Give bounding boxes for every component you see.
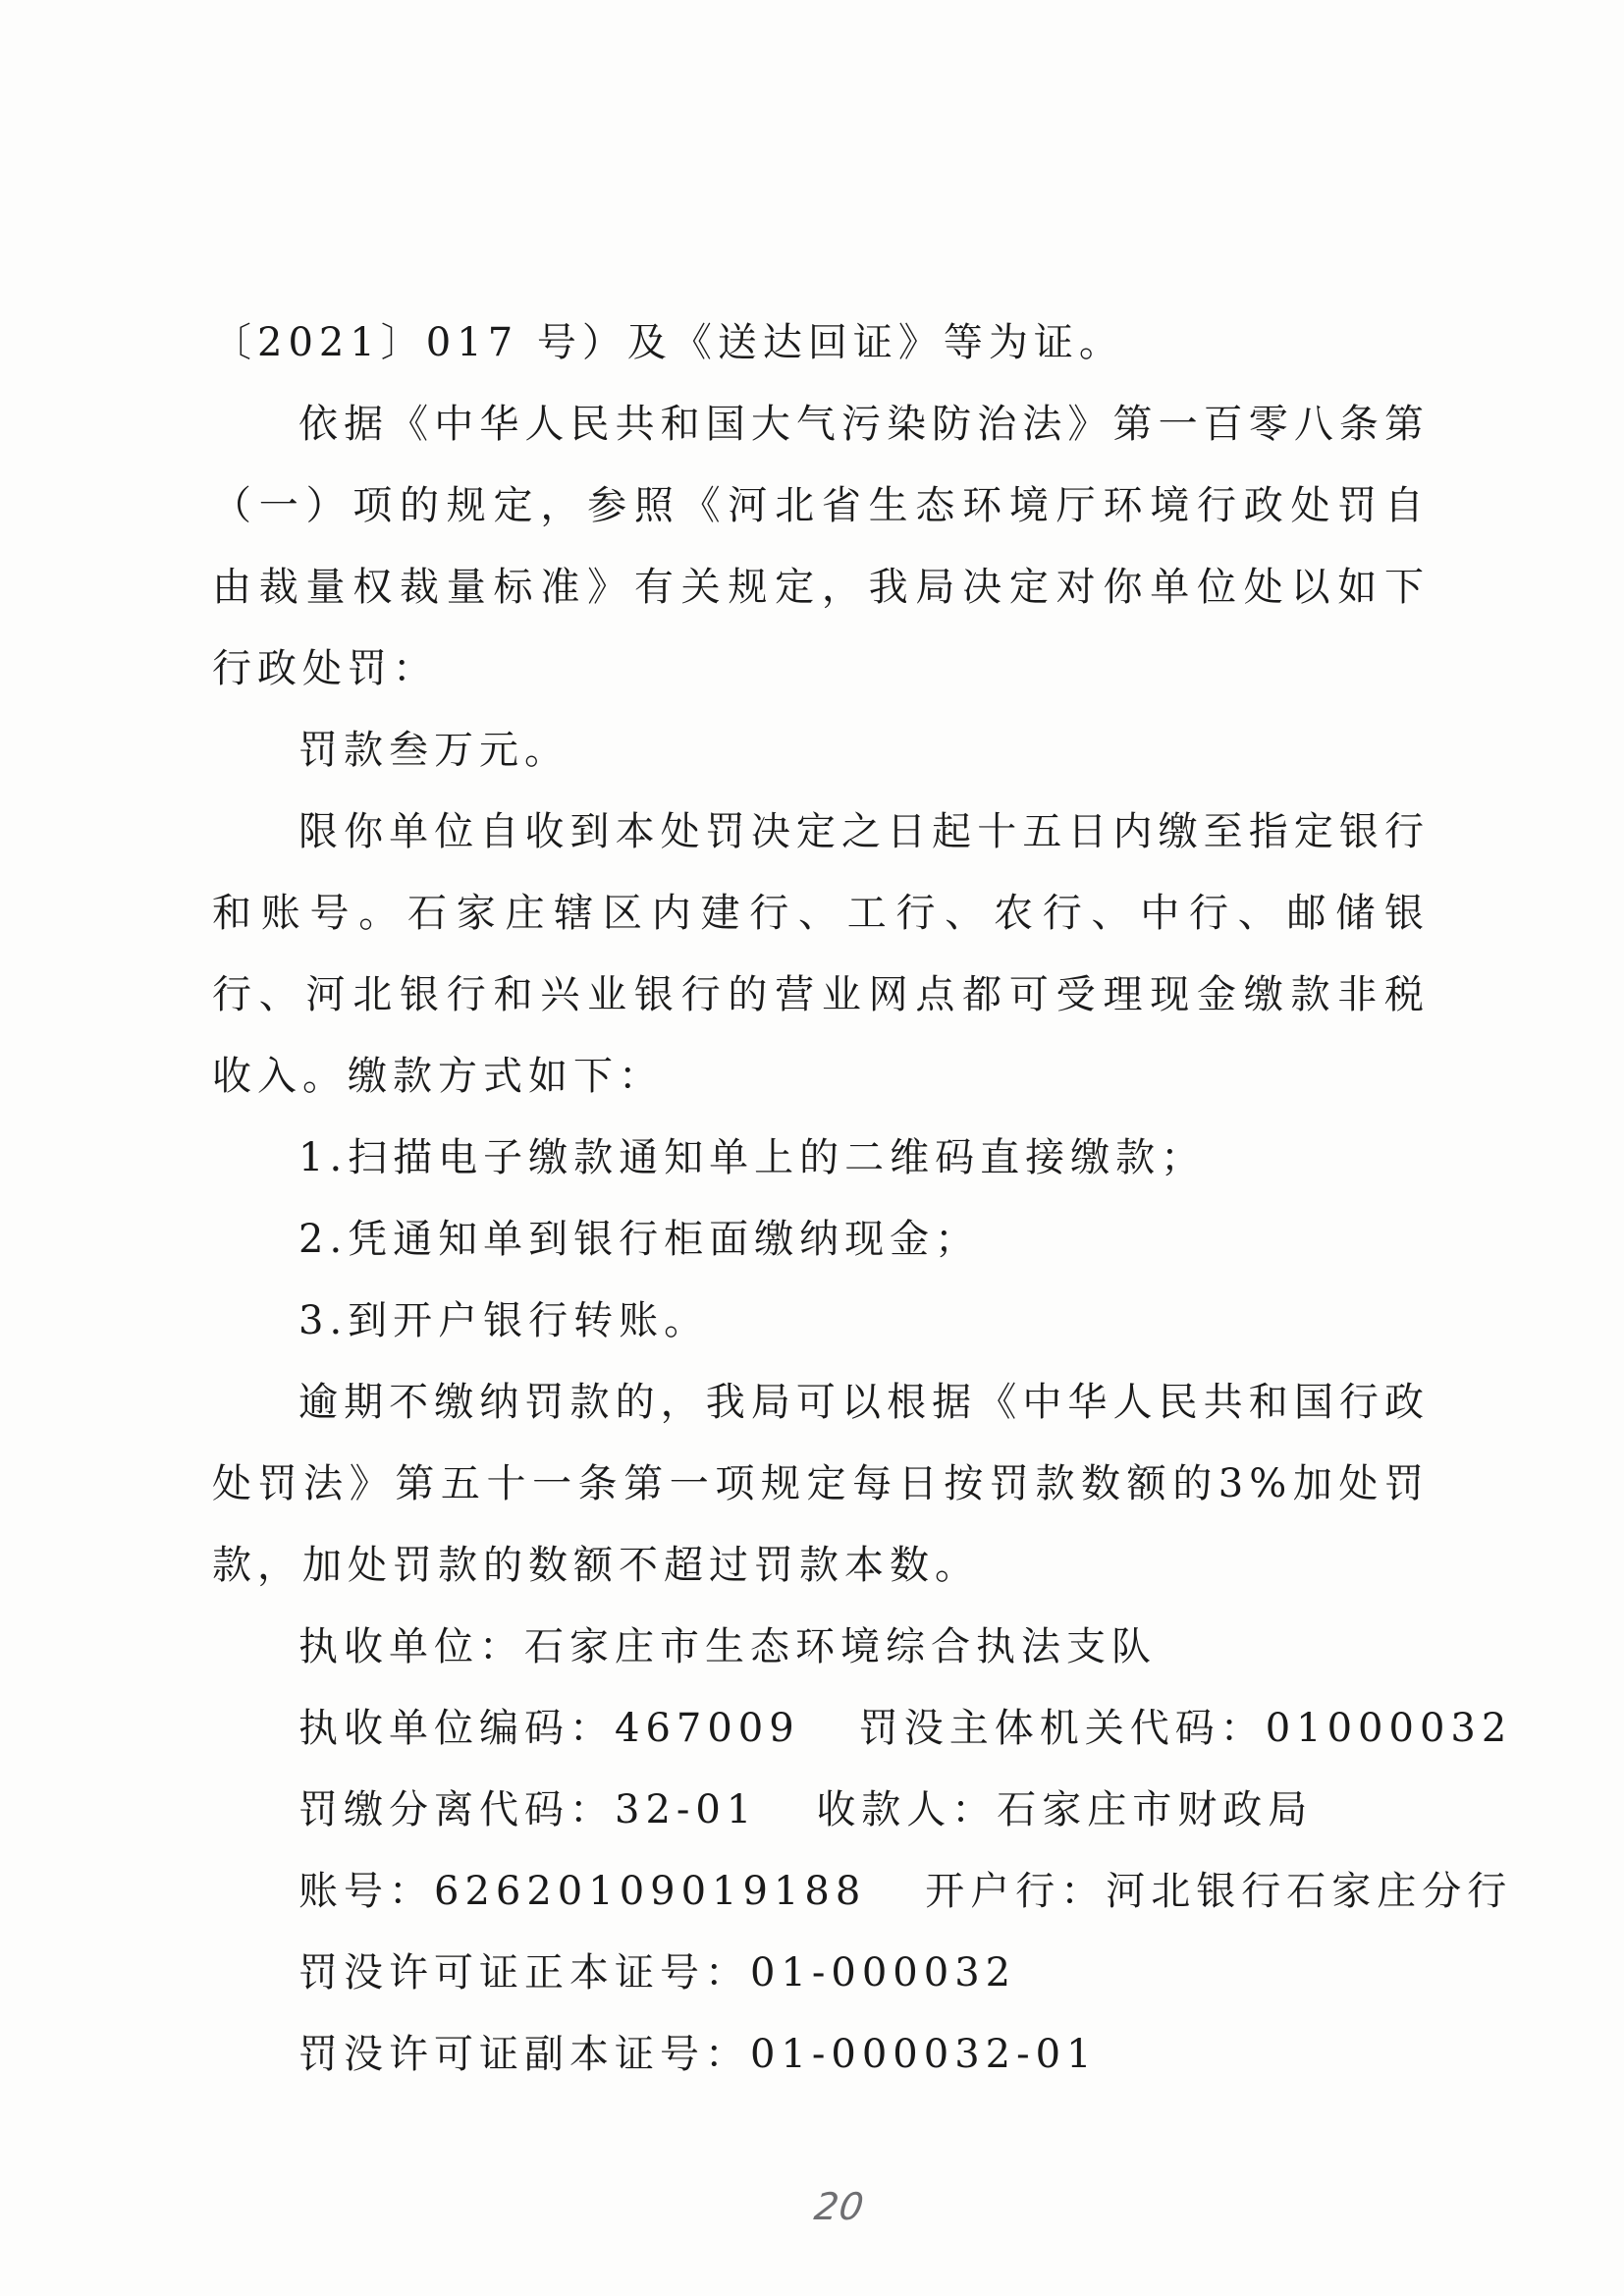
collecting-unit-line bbox=[212, 1607, 1430, 1688]
document-body bbox=[212, 302, 1513, 2096]
payment-method-item: 3.到开户银行转账。 bbox=[298, 1298, 710, 1343]
penalty-paragraph: 罚款叁万元。 bbox=[298, 728, 569, 773]
payment-method-item: 1.扫描电子缴款通知单上的二维码直接缴款； bbox=[298, 1135, 1207, 1180]
bank-name: 开户行：河北银行石家庄分行 bbox=[925, 1869, 1513, 1914]
payment-method-item: 2.凭通知单到银行柜面缴纳现金； bbox=[298, 1217, 981, 1262]
payment-deadline-paragraph: 限你单位自收到本处罚决定之日起十五日内缴至指定银行和账号。石家庄辖区内建行、工行、农行、中行、邮储银行、河北银行和兴业银行的营业网点都可受理现金缴款非税收入。缴款方式如下： bbox=[212, 809, 1430, 1099]
license-original: 罚没许可证正本证号：01-000032 bbox=[298, 1950, 1017, 1995]
account-number: 账号：62620109019188 bbox=[298, 1869, 867, 1914]
evidence-paragraph: 〔2021〕017 号）及《送达回证》等为证。 bbox=[212, 320, 1124, 365]
license-copy: 罚没许可证副本证号：01-000032-01 bbox=[298, 2032, 1098, 2077]
collecting-unit: 执收单位：石家庄市生态环境综合执法支队 bbox=[298, 1624, 1157, 1669]
license-original-line bbox=[212, 1933, 1430, 2014]
codes-line bbox=[212, 1688, 1513, 1770]
overdue-paragraph: 逾期不缴纳罚款的，我局可以根据《中华人民共和国行政处罚法》第五十一条第一项规定每日按罚款数额的3%加处罚款，加处罚款的数额不超过罚款本数。 bbox=[212, 1380, 1430, 1588]
handwritten-page-number: 20 bbox=[811, 2185, 868, 2228]
account-line bbox=[212, 1851, 1513, 1933]
separation-code: 罚缴分离代码：32-01 bbox=[298, 1787, 758, 1832]
payee-line bbox=[212, 1770, 1430, 1851]
license-copy-line bbox=[212, 2014, 1430, 2096]
authority-code: 罚没主体机关代码：01000032 bbox=[858, 1706, 1513, 1751]
unit-code: 执收单位编码：467009 bbox=[298, 1706, 800, 1751]
payee: 收款人：石家庄市财政局 bbox=[816, 1787, 1314, 1832]
legal-basis-paragraph: 依据《中华人民共和国大气污染防治法》第一百零八条第（一）项的规定，参照《河北省生态环境厅环境行政处罚自由裁量权裁量标准》有关规定，我局决定对你单位处以如下行政处罚： bbox=[212, 402, 1430, 691]
